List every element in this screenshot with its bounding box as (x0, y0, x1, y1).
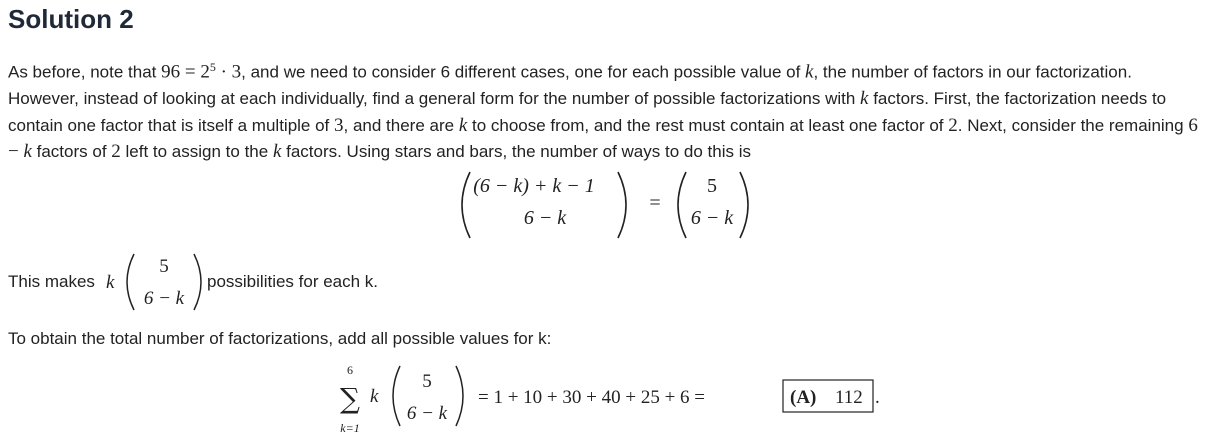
answer-value: 112 (835, 387, 863, 408)
right-paren-open (678, 172, 686, 238)
para-text: , the number of factors in our factorization. However, instead of looking at each individually, find a general form for the number of possible factorizations with (8, 62, 1132, 109)
answer-period: . (875, 387, 880, 408)
sigma-symbol: ∑ (340, 382, 360, 415)
math-k: k (458, 114, 468, 136)
line2-paren-close (194, 254, 201, 310)
para-text: , and there are (343, 115, 459, 135)
sum-paren-close (456, 366, 463, 426)
rhs-top: 5 (707, 175, 717, 197)
math-times-three: · 3 (215, 61, 242, 83)
sum-k: k (370, 386, 379, 407)
math-96: 96 (161, 61, 181, 83)
sum-equation (330, 360, 890, 437)
para-text: factors. First, the factorization needs to contain one factor that is itself a multiple of (8, 89, 1167, 135)
line3-text: To obtain the total number of factorizations, add all possible values for k: (8, 329, 552, 348)
math-six-minus: 6 − (8, 114, 1198, 163)
binom-equals: = (649, 192, 661, 214)
math-equals: = (180, 61, 201, 83)
solution-paragraph (8, 54, 1204, 166)
left-paren-close (618, 172, 626, 238)
line2-paren-open (127, 254, 134, 310)
line2-suffix: possibilities for each k. (207, 272, 379, 291)
math-k: k (805, 61, 814, 83)
math-k: k (23, 141, 32, 163)
left-paren-open (462, 172, 470, 238)
sum-lower: k=1 (340, 421, 360, 435)
rhs-bottom: 6 − k (690, 207, 734, 229)
math-two: 2 (111, 141, 121, 163)
line2-top: 5 (159, 256, 169, 277)
line2-bottom: 6 − k (143, 288, 185, 309)
math-exponent: 5 (209, 60, 216, 74)
math-two: 2 (948, 114, 958, 136)
line2-binomial (100, 250, 208, 314)
math-k: k (860, 88, 869, 110)
right-paren-close (740, 172, 748, 238)
solution-heading: Solution 2 (8, 4, 134, 34)
lhs-top: (6 − k) + k − 1 (473, 175, 595, 197)
answer-label: (A) (790, 387, 817, 408)
math-three: 3 (334, 114, 344, 136)
math-base: 2 (200, 61, 210, 83)
para-text: factors of (31, 142, 112, 162)
para-text: As before, note that (8, 62, 162, 82)
sum-bottom: 6 − k (406, 403, 448, 424)
sum-top: 5 (422, 371, 432, 392)
line2-k: k (106, 272, 115, 293)
math-k: k (272, 141, 282, 163)
para-text: , and we need to consider 6 different cases, one for each possible value of (241, 62, 806, 82)
sum-rhs: = 1 + 10 + 30 + 40 + 25 + 6 = (478, 387, 706, 408)
para-text: left to assign to the (120, 142, 273, 162)
lhs-bottom: 6 − k (523, 207, 567, 229)
line2-prefix: This makes (8, 272, 95, 291)
para-text: factors. Using stars and bars, the number of ways to do this is (281, 142, 751, 162)
para-text: . Next, consider the remaining (957, 115, 1189, 135)
para-text: to choose from, and the rest must contain at least one factor of (467, 115, 949, 135)
sum-upper: 6 (347, 363, 353, 377)
sum-paren-open (393, 366, 400, 426)
binomial-equation (450, 166, 770, 244)
